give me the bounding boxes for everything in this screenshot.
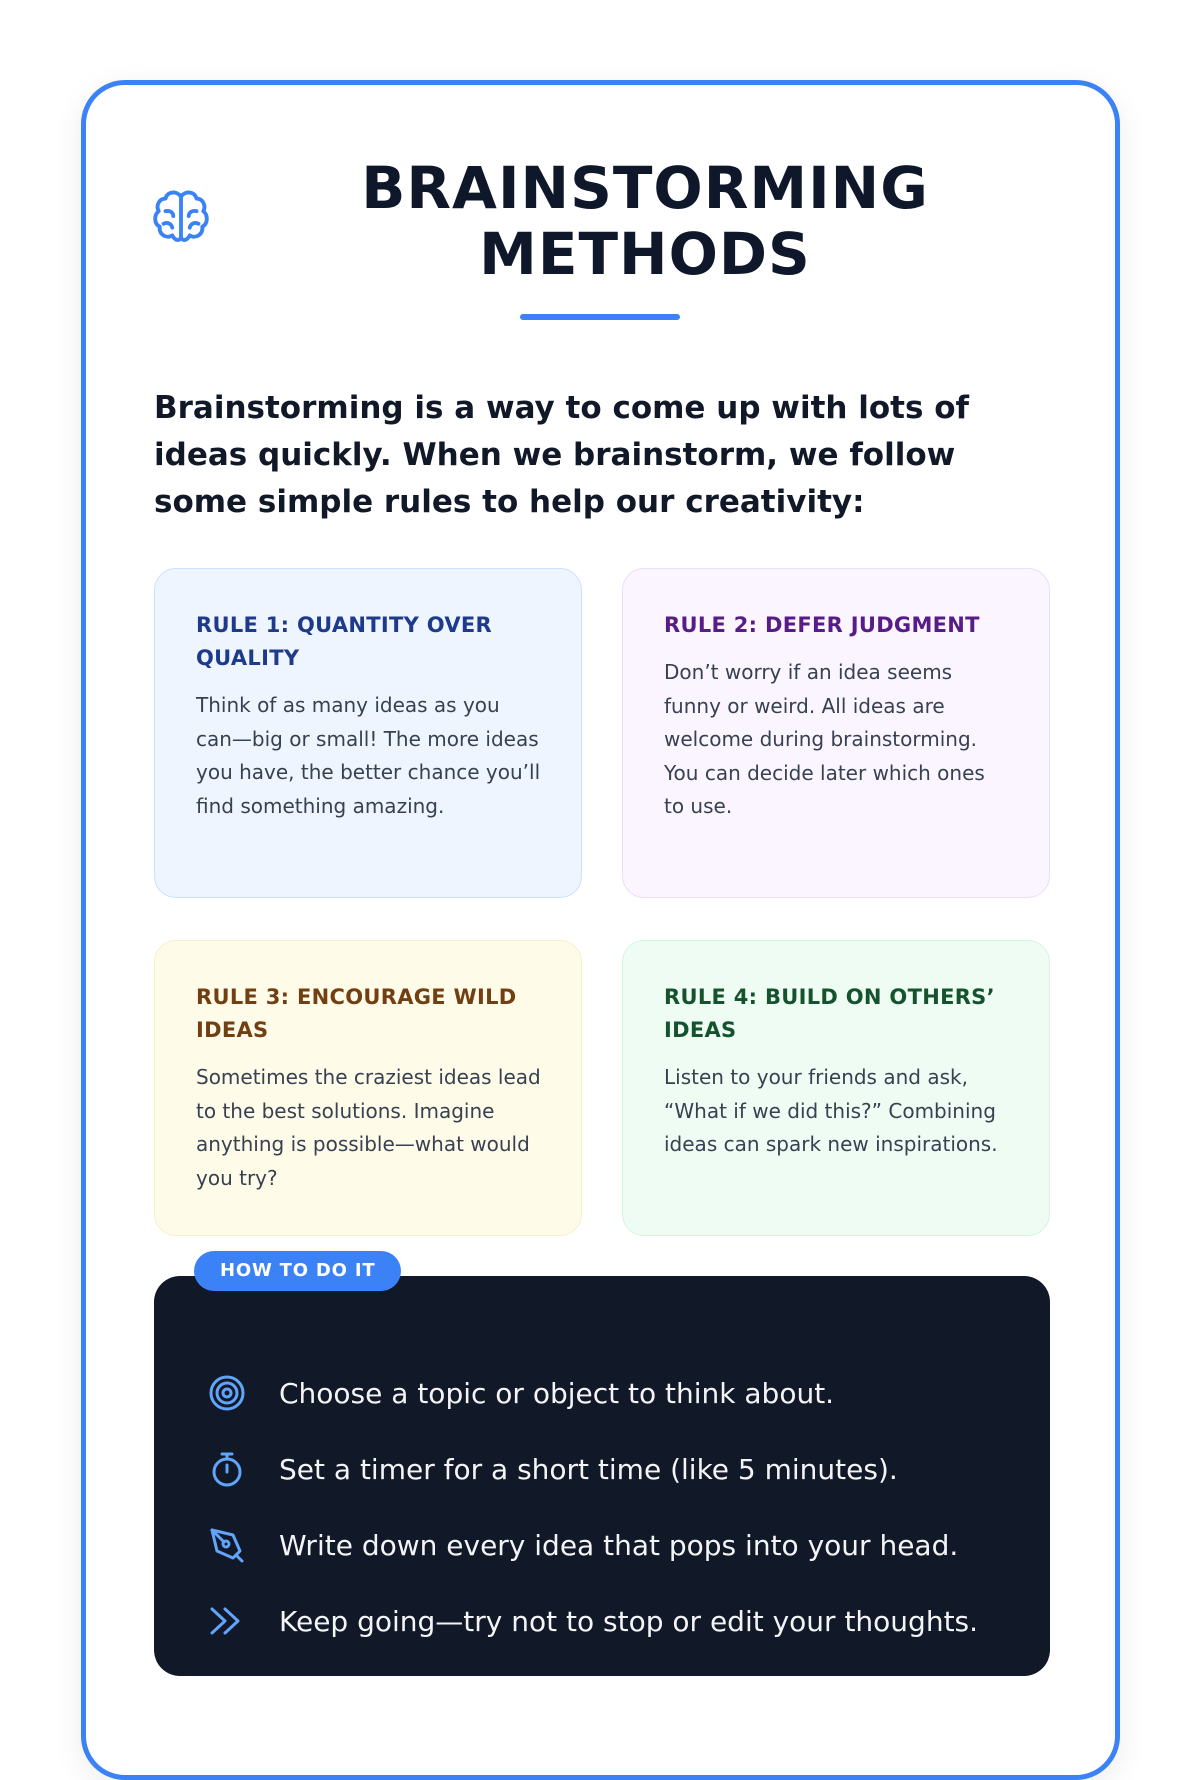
pen-tool-icon <box>205 1523 249 1567</box>
stopwatch-icon <box>205 1447 249 1491</box>
list-item <box>205 1583 1035 1659</box>
rule-text: Listen to your friends and ask, “What if we did this?” Combining ideas can spark new inspirations. <box>664 1065 998 1156</box>
rule-card-2 <box>622 568 1050 898</box>
arrows-icon <box>205 1599 249 1643</box>
rule-text: Don’t worry if an idea seems funny or weird. All ideas are welcome during brainstorming. You can decide later which ones to use. <box>664 660 985 818</box>
step-text: Choose a topic or object to think about. <box>279 1376 835 1410</box>
list-item <box>205 1507 1035 1583</box>
rule-text: Sometimes the craziest ideas lead to the best solutions. Imagine anything is possible—what would you try? <box>196 1065 541 1190</box>
rule-card-3 <box>154 940 582 1236</box>
rule-card-1 <box>154 568 582 898</box>
title-line-2: METHODS <box>479 220 811 288</box>
how-to-badge: HOW TO DO IT <box>194 1251 401 1291</box>
rule-card-4 <box>622 940 1050 1236</box>
list-item <box>205 1431 1035 1507</box>
target-icon <box>205 1371 249 1415</box>
intro-paragraph: Brainstorming is a way to come up with lots of ideas quickly. When we brainstorm, we follow some simple rules to help our creativity: <box>154 390 970 520</box>
rule-title: RULE 1: QUANTITY OVER QUALITY <box>196 613 493 670</box>
rule-title: RULE 3: ENCOURAGE WILD IDEAS <box>196 985 517 1042</box>
brain-icon <box>150 185 212 247</box>
title-line-1: BRAINSTORMING <box>361 154 929 222</box>
page-title <box>300 155 990 287</box>
rule-title: RULE 2: DEFER JUDGMENT <box>664 613 980 637</box>
title-underline <box>520 314 680 320</box>
list-item <box>205 1355 1035 1431</box>
rule-text: Think of as many ideas as you can—big or small! The more ideas you have, the better chance you’ll find something amazing. <box>196 693 541 818</box>
step-text: Write down every idea that pops into your head. <box>279 1528 959 1562</box>
steps-list <box>205 1355 1035 1659</box>
step-text: Set a timer for a short time (like 5 minutes). <box>279 1452 898 1486</box>
rule-title: RULE 4: BUILD ON OTHERS’ IDEAS <box>664 985 995 1042</box>
step-text: Keep going—try not to stop or edit your thoughts. <box>279 1604 979 1638</box>
